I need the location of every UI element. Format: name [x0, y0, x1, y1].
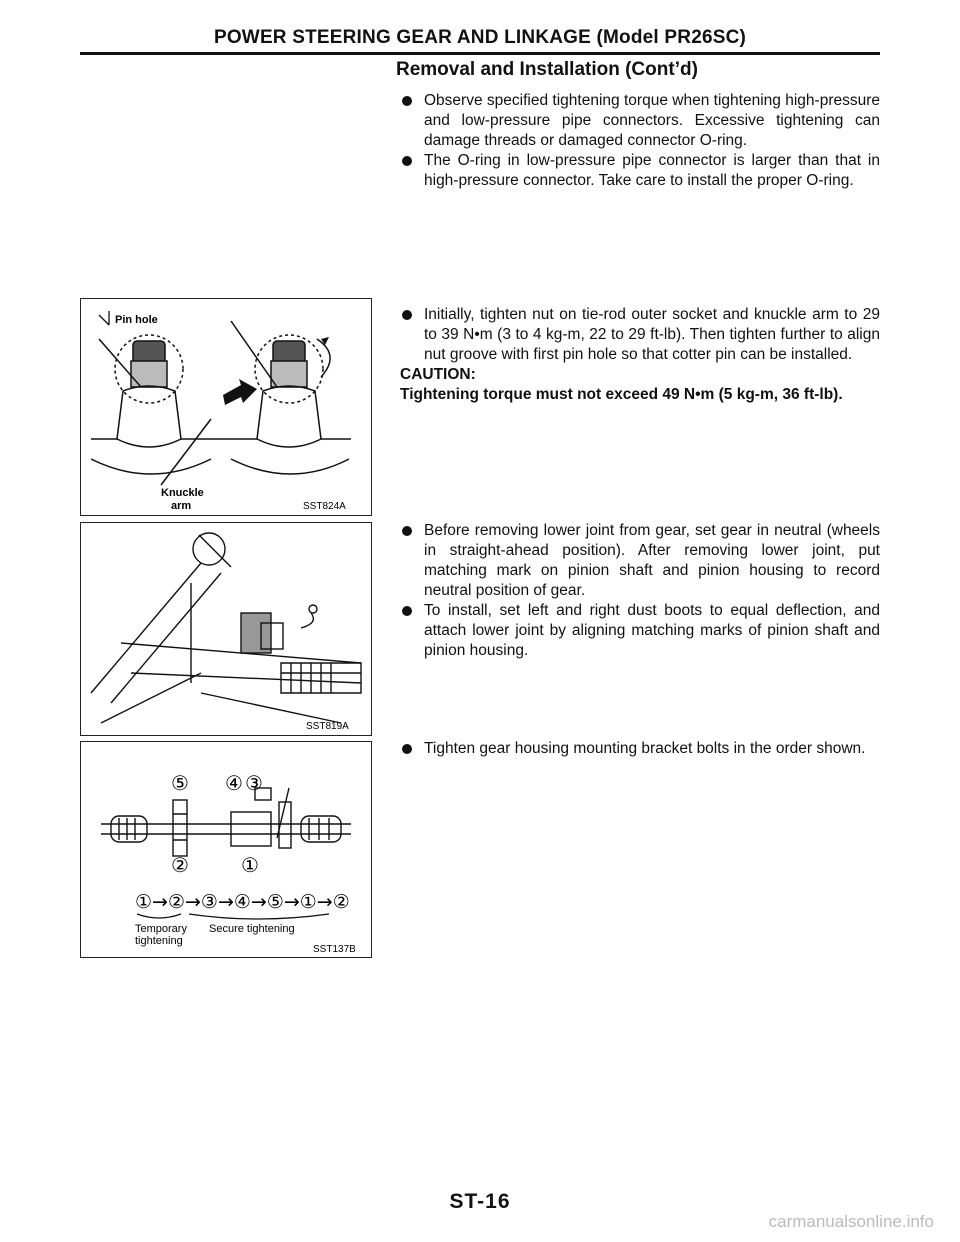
section-title: Removal and Installation (Cont’d)	[396, 59, 698, 80]
caution-text: Tightening torque must not exceed 49 N•m (5 kg-m, 36 ft-lb).	[400, 386, 843, 403]
bolt-order-drawing	[81, 742, 371, 957]
tie-rod-nut-drawing	[81, 299, 371, 515]
text-block-o-ring	[400, 91, 880, 191]
bolt-number-1: ①	[241, 853, 259, 877]
watermark: carmanualsonline.info	[768, 1212, 934, 1231]
figure-lower-joint	[80, 522, 372, 736]
page-number: ST-16	[449, 1190, 511, 1213]
bolt-number-5: ⑤	[171, 771, 189, 795]
figure-code: SST819A	[306, 721, 349, 732]
bolt-number-4: ④	[225, 771, 243, 795]
bullet-item: Tighten gear housing mounting bracket bolts in the order shown.	[400, 739, 880, 759]
caution-label: CAUTION:	[400, 366, 476, 383]
sequence-brace-icon	[137, 914, 329, 919]
bullet-item: To install, set left and right dust boots to equal deflection, and attach lower joint by aligning matching marks of pinion shaft and pinion housing.	[400, 601, 880, 661]
figure-bolt-order	[80, 741, 372, 958]
pin-hole-pointer-icon	[99, 311, 109, 325]
tightening-sequence: ①→②→③→④→⑤→①→②	[135, 891, 350, 913]
label-knuckle: Knuckle	[161, 487, 204, 499]
page-header-title: POWER STEERING GEAR AND LINKAGE (Model PR26SC)	[213, 27, 747, 48]
temporary-label-2: tightening	[135, 935, 183, 947]
label-arm: arm	[171, 500, 192, 512]
text-block-bracket-bolts	[400, 739, 880, 759]
text-block-tie-rod	[400, 305, 880, 405]
figure-code: SST824A	[303, 501, 346, 512]
header-rule	[80, 52, 880, 55]
bullet-dot-icon	[402, 606, 412, 616]
bullet-item: Initially, tighten nut on tie-rod outer socket and knuckle arm to 29 to 39 N•m (3 to 4 kg-m, 22 to 29 ft-lb). Then tighten further to align nut groove with first pin hole so that cotter pin can be installed.	[400, 305, 880, 365]
lower-joint-drawing	[81, 523, 371, 735]
secure-label: Secure tightening	[209, 923, 295, 935]
bullet-dot-icon	[402, 526, 412, 536]
text-block-lower-joint	[400, 521, 880, 661]
bullet-dot-icon	[402, 156, 412, 166]
arrow-right-icon	[223, 379, 257, 405]
bullet-dot-icon	[402, 96, 412, 106]
bullet-item: Before removing lower joint from gear, set gear in neutral (wheels in straight-ahead position). After removing lower joint, put matching mark on pinion shaft and pinion housing to record neutral position of gear.	[400, 521, 880, 601]
bolt-number-3: ③	[245, 771, 263, 795]
figure-code: SST137B	[313, 944, 356, 955]
figure-tie-rod-nut	[80, 298, 372, 516]
bolt-number-2: ②	[171, 853, 189, 877]
bullet-dot-icon	[402, 744, 412, 754]
bullet-item: Observe specified tightening torque when tightening high-pressure and low-pressure pipe connectors. Excessive tightening can damage threads or damaged connector O-ring.	[400, 91, 880, 151]
bullet-dot-icon	[402, 310, 412, 320]
bullet-item: The O-ring in low-pressure pipe connector is larger than that in high-pressure connector. Take care to install the proper O-ring.	[400, 151, 880, 191]
label-pin-hole: Pin hole	[115, 314, 158, 326]
temporary-label: Temporary	[135, 923, 187, 935]
